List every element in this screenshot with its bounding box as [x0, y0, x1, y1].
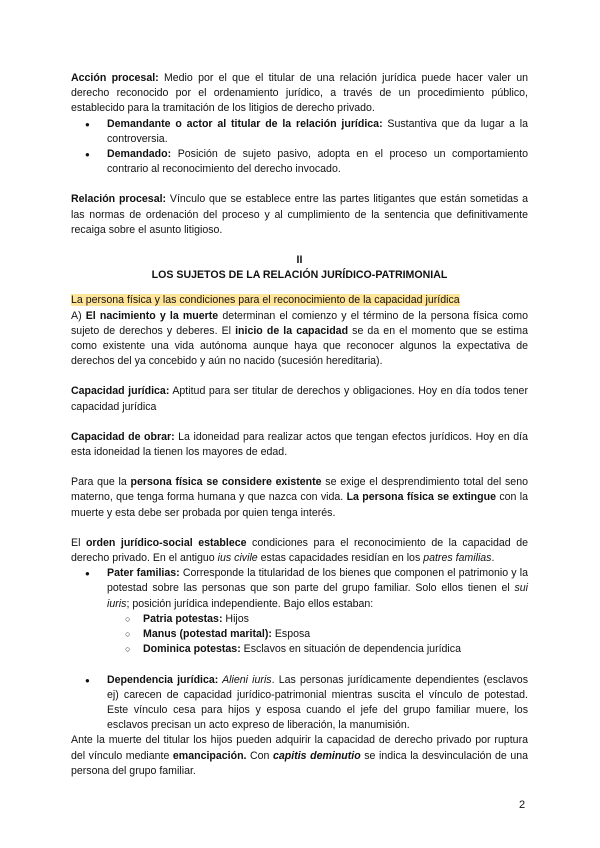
orden-juridico-paragraph [71, 536, 528, 566]
spacer [71, 177, 528, 192]
capacidad-obrar-term: Capacidad de obrar: [71, 430, 175, 443]
spacer [71, 283, 528, 293]
list-item-text: Posición de sujeto pasivo, adopta en el proceso un comportamiento contrario al reconocimiento del derecho invocado. [107, 148, 528, 176]
dependencia-i1: Alieni iuris [218, 673, 272, 686]
muerte-t2: Con [246, 749, 273, 762]
list-item [71, 117, 528, 147]
spacer [71, 369, 528, 384]
list-item-term: Demandado: [107, 148, 172, 161]
page-number: 2 [519, 799, 526, 811]
accion-procesal-paragraph [71, 71, 528, 117]
potestas-list [107, 612, 528, 658]
orden-b1: orden jurídico-social establece [85, 536, 247, 549]
pater-term: Pater familias: [107, 567, 180, 580]
orden-t4: . [491, 552, 495, 565]
list-item [71, 566, 528, 657]
nacimiento-text1: determinan el comienzo y el término de la persona física como sujeto de derechos y deberes. El [71, 309, 528, 337]
existente-t3: con la muerte y esta debe ser probada por quien tenga interés. [71, 491, 528, 519]
section-subtitle-line [71, 293, 528, 308]
orden-t3: estas capacidades residían en los [257, 552, 424, 565]
capacidad-obrar-text: La idoneidad para realizar actos que tengan efectos jurídicos. Hoy en día esta idoneidad la tienen los mayores de edad. [71, 430, 528, 459]
dependencia-list [71, 673, 528, 734]
dependencia-text: . Las personas jurídicamente dependientes (esclavos ej) carecen de capacidad jurídico-patrimonial mientras suscita el vínculo de potestad. Este vínculo cesa para hijos y esposa cuando el jefe del grupo familiar muere, los esclavos precisan un acto expreso de liberación, la manumisión. [107, 673, 528, 732]
nacimiento-prefix: A) [71, 309, 86, 322]
relacion-procesal-paragraph [71, 192, 528, 238]
list-item [107, 612, 528, 627]
accion-text: Medio por el que el titular de una relación jurídica puede hacer valer un derecho reconocido por el ordenamiento jurídico, a través de un procedimiento público, establecido para la tramitación de los litigios de derecho privado. [71, 72, 528, 115]
nacimiento-term: El nacimiento y la muerte [85, 309, 219, 322]
orden-i1: ius civile [217, 552, 258, 565]
spacer [71, 460, 528, 475]
list-item [71, 147, 528, 177]
nacimiento-term2: inicio de la capacidad [235, 324, 349, 337]
list-item [107, 642, 528, 657]
spacer [71, 521, 528, 536]
capacidad-obrar-paragraph [71, 430, 528, 460]
accion-list [71, 117, 528, 178]
existente-b2: La persona física se extingue [346, 491, 496, 504]
relacion-term: Relación procesal: [71, 193, 167, 206]
nacimiento-paragraph [71, 309, 528, 370]
dependencia-term: Dependencia jurídica: [107, 673, 219, 686]
sub-item-text: Hijos [222, 612, 249, 625]
relacion-text: Vínculo que se establece entre las partes litigantes que están sometidas a las normas de ordenación del proceso y al cumplimiento de la sentencia que definitivamente recaiga sobre el asunto litigioso. [71, 193, 529, 236]
section-subtitle: La persona física y las condiciones para el reconocimiento de la capacidad jurídica [71, 294, 460, 307]
existente-b1: persona física se considere existente [130, 476, 322, 489]
section-title: LOS SUJETOS DE LA RELACIÓN JURÍDICO-PATRIMONIAL [151, 269, 448, 282]
capacidad-juridica-paragraph [71, 384, 528, 414]
persona-existente-paragraph [71, 475, 528, 521]
pater-t1: Corresponde la titularidad de los bienes que componen el patrimonio y la potestad sobre las personas que son parte del grupo familiar. Solo ellos tienen el [107, 567, 528, 595]
existente-t2: se exige el desprendimiento total del seno materno, que tenga forma humana y que nazca con vida. [71, 476, 528, 504]
spacer [71, 658, 528, 673]
capacidad-juridica-text: Aptitud para ser titular de derechos y obligaciones. Hoy en día todos tener capacidad jurídica [71, 385, 528, 413]
spacer [71, 415, 528, 430]
pater-list [71, 566, 528, 657]
sub-item-text: Esclavos en situación de dependencia jurídica [240, 643, 461, 656]
sub-item-text: Esposa [271, 628, 311, 641]
spacer [71, 238, 528, 253]
sub-item-term: Manus (potestad marital): [143, 628, 272, 641]
document-body [71, 71, 528, 779]
capacidad-juridica-term: Capacidad jurídica: [71, 385, 170, 398]
list-item [71, 673, 528, 734]
orden-t2: condiciones para el reconocimiento de la capacidad de derecho privado. En el antiguo [71, 536, 528, 565]
pater-i1: sui iuris [107, 582, 528, 610]
list-item-text: Sustantiva que da lugar a la controversia. [107, 117, 528, 145]
muerte-bi1: capitis deminutio [273, 749, 361, 762]
list-item-term: Demandante o actor al titular de la relación jurídica: [107, 117, 383, 130]
accion-term: Acción procesal: [71, 72, 159, 84]
muerte-t3: se indica la desvinculación de una persona del grupo familiar. [71, 749, 528, 777]
section-number: II [296, 254, 303, 267]
pater-t2: ; posición jurídica independiente. Bajo ellos estaban: [126, 597, 374, 610]
muerte-titular-paragraph [71, 733, 528, 779]
existente-t1: Para que la [71, 476, 131, 489]
orden-t1: El [71, 536, 86, 549]
sub-item-term: Dominica potestas: [143, 643, 241, 656]
muerte-t1: Ante la muerte del titular los hijos pueden adquirir la capacidad de derecho privado por ruptura del vínculo mediante [71, 734, 528, 762]
nacimiento-text2: se da en el momento que se estima como existente una vida autónoma aunque haya que reconocer algunos la expectativa de derechos del ya concebido y aún no nacido (sucesión hereditaria). [71, 324, 528, 368]
orden-i2: patres familias [423, 552, 492, 565]
muerte-b1: emancipación. [172, 749, 247, 762]
sub-item-term: Patria potestas: [143, 612, 223, 625]
list-item [107, 627, 528, 642]
